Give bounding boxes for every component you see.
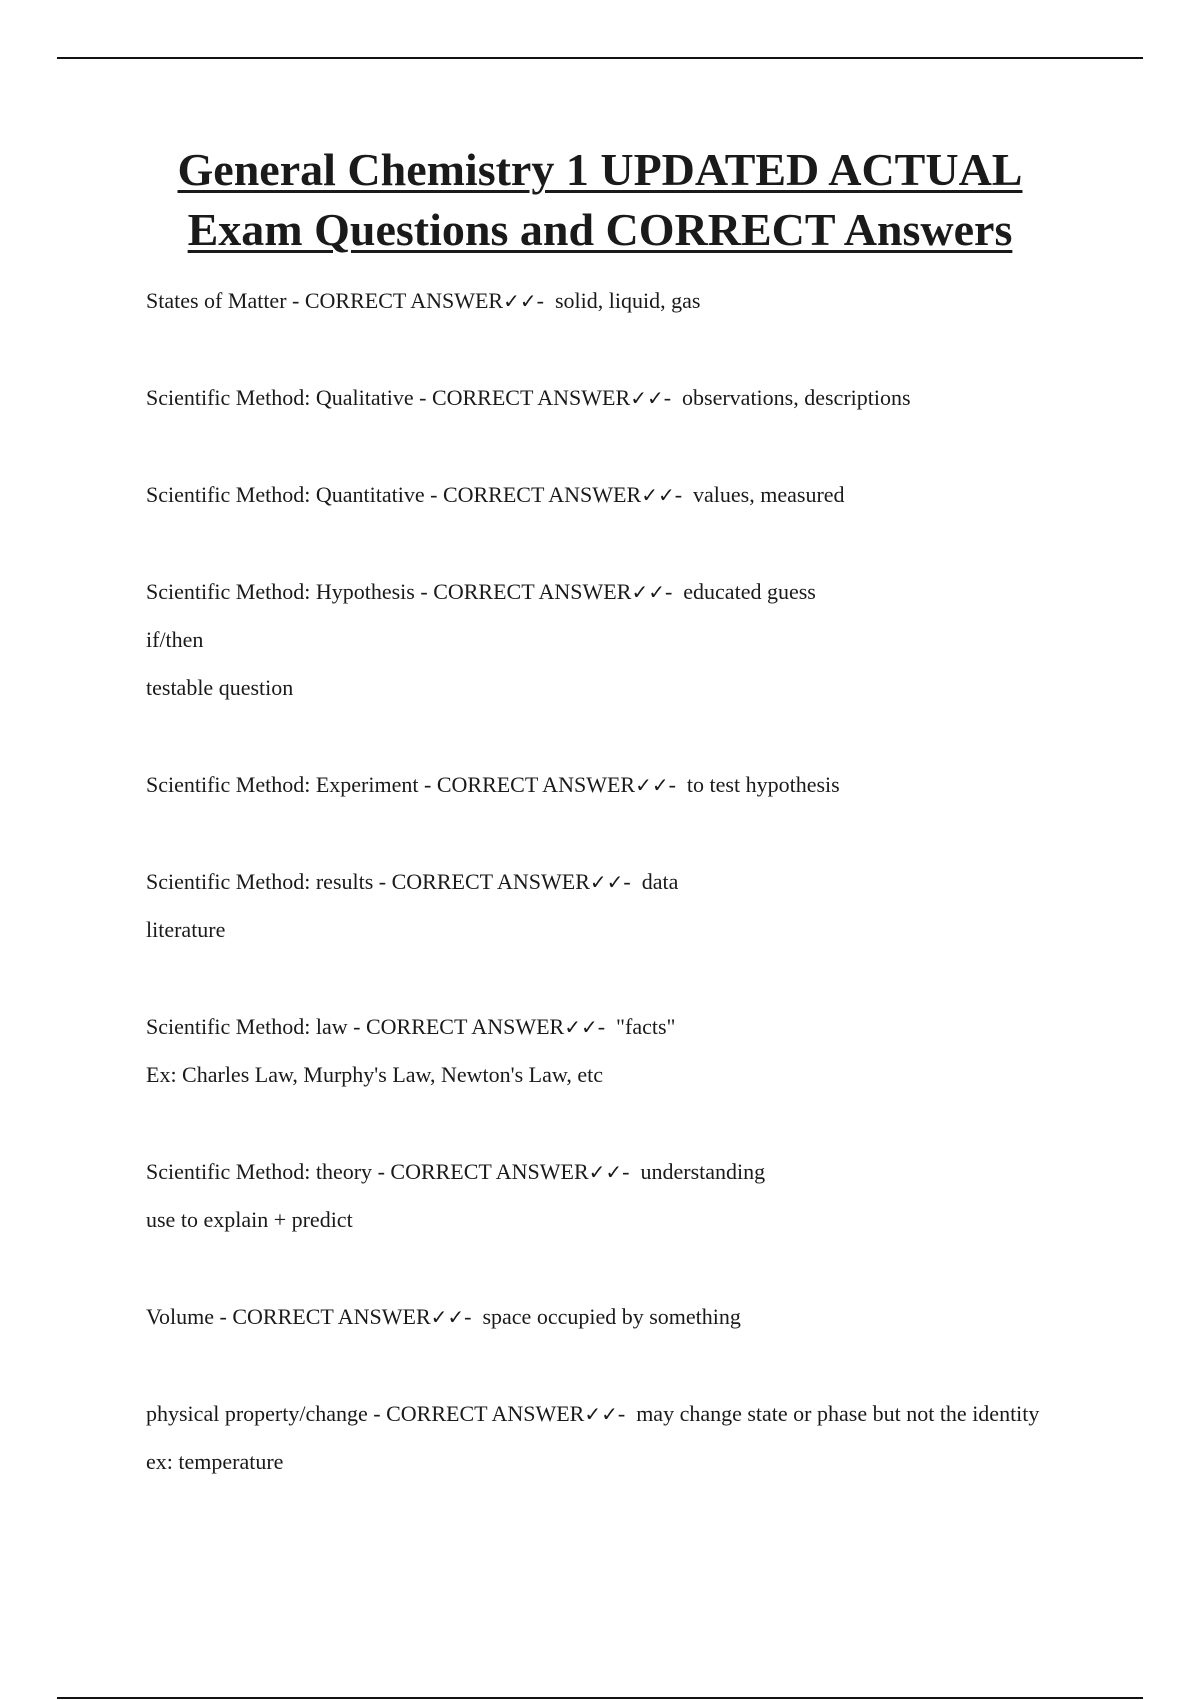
question-term: Scientific Method: Hypothesis [146,579,415,604]
qa-item-states-of-matter [146,285,1066,317]
answer-marker: CORRECT ANSWER [391,869,590,894]
answer-text: may change state or phase but not the identity [636,1401,1040,1426]
answer-text: data [641,869,679,894]
question-answer-list [146,285,1066,1543]
question-term: Scientific Method: Experiment [146,772,419,797]
answer-text: space occupied by something [482,1304,741,1329]
qa-item-quantitative [146,479,1066,511]
check-icon: ✓✓ [584,1402,618,1426]
qa-line: Scientific Method: Experiment - CORRECT ANSWER✓✓- to test hypothesis [146,772,840,797]
answer-text: to test hypothesis [686,772,840,797]
qa-item-hypothesis [146,576,1066,704]
answer-text: solid, liquid, gas [554,288,701,313]
title-line-2: Exam Questions and CORRECT Answers [187,204,1013,255]
answer-extra-line: use to explain + predict [146,1207,353,1232]
answer-marker: CORRECT ANSWER [365,1014,565,1039]
answer-marker: CORRECT ANSWER [433,579,632,604]
qa-item-theory [146,1156,1066,1236]
question-term: physical property/change [146,1401,368,1426]
question-term: Scientific Method: Qualitative [146,385,414,410]
answer-text: observations, descriptions [682,385,911,410]
answer-text: "facts" [616,1014,676,1039]
title-line-1: General Chemistry 1 UPDATED ACTUAL [177,144,1023,195]
check-icon: ✓✓ [430,1305,465,1329]
qa-line: Scientific Method: Qualitative - CORRECT ANSWER✓✓- observations, descriptions [146,385,911,410]
qa-item-experiment [146,769,1066,801]
check-icon: ✓✓ [589,870,624,894]
qa-item-qualitative [146,382,1066,414]
question-term: States of Matter [146,288,287,313]
answer-marker: CORRECT ANSWER [390,1159,589,1184]
question-term: Scientific Method: Quantitative [146,482,425,507]
document-title [0,140,1200,260]
check-icon: ✓✓ [635,773,669,797]
check-icon: ✓✓ [630,386,664,410]
answer-text: values, measured [693,482,845,507]
check-icon: ✓✓ [588,1160,623,1184]
qa-item-physical-property [146,1398,1066,1478]
question-term: Scientific Method: law [146,1014,348,1039]
answer-marker: CORRECT ANSWER [431,385,631,410]
qa-item-volume [146,1301,1066,1333]
answer-text: understanding [640,1159,766,1184]
bottom-rule [57,1697,1143,1699]
qa-line: Scientific Method: law - CORRECT ANSWER✓✓- "facts" [146,1014,676,1039]
answer-marker: CORRECT ANSWER [386,1401,585,1426]
check-icon: ✓✓ [564,1015,598,1039]
qa-line: Scientific Method: Quantitative - CORRECT ANSWER✓✓- values, measured [146,482,845,507]
question-term: Scientific Method: theory [146,1159,373,1184]
answer-marker: CORRECT ANSWER [442,482,642,507]
qa-line: Scientific Method: theory - CORRECT ANSWER✓✓- understanding [146,1159,766,1184]
answer-extra-line: ex: temperature [146,1449,284,1474]
qa-item-law [146,1011,1066,1091]
qa-line: physical property/change - CORRECT ANSWER✓✓- may change state or phase but not the identity [146,1401,1040,1426]
answer-text: educated guess [683,579,816,604]
question-term: Scientific Method: results [146,869,374,894]
answer-marker: CORRECT ANSWER [436,772,636,797]
answer-extra-line: Ex: Charles Law, Murphy's Law, Newton's Law, etc [146,1062,603,1087]
answer-extra-line: if/then [146,627,204,652]
question-term: Volume [146,1304,215,1329]
answer-extra-line: testable question [146,675,294,700]
answer-marker: CORRECT ANSWER [304,288,504,313]
answer-marker: CORRECT ANSWER [232,1304,431,1329]
top-rule [57,57,1143,59]
qa-line: Volume - CORRECT ANSWER✓✓- space occupied by something [146,1304,741,1329]
check-icon: ✓✓ [503,289,537,313]
qa-line: Scientific Method: results - CORRECT ANSWER✓✓- data [146,869,679,894]
qa-line: Scientific Method: Hypothesis - CORRECT ANSWER✓✓- educated guess [146,579,816,604]
qa-line: States of Matter - CORRECT ANSWER✓✓- solid, liquid, gas [146,288,701,313]
check-icon: ✓✓ [641,483,675,507]
check-icon: ✓✓ [631,580,665,604]
qa-item-results [146,866,1066,946]
answer-extra-line: literature [146,917,226,942]
